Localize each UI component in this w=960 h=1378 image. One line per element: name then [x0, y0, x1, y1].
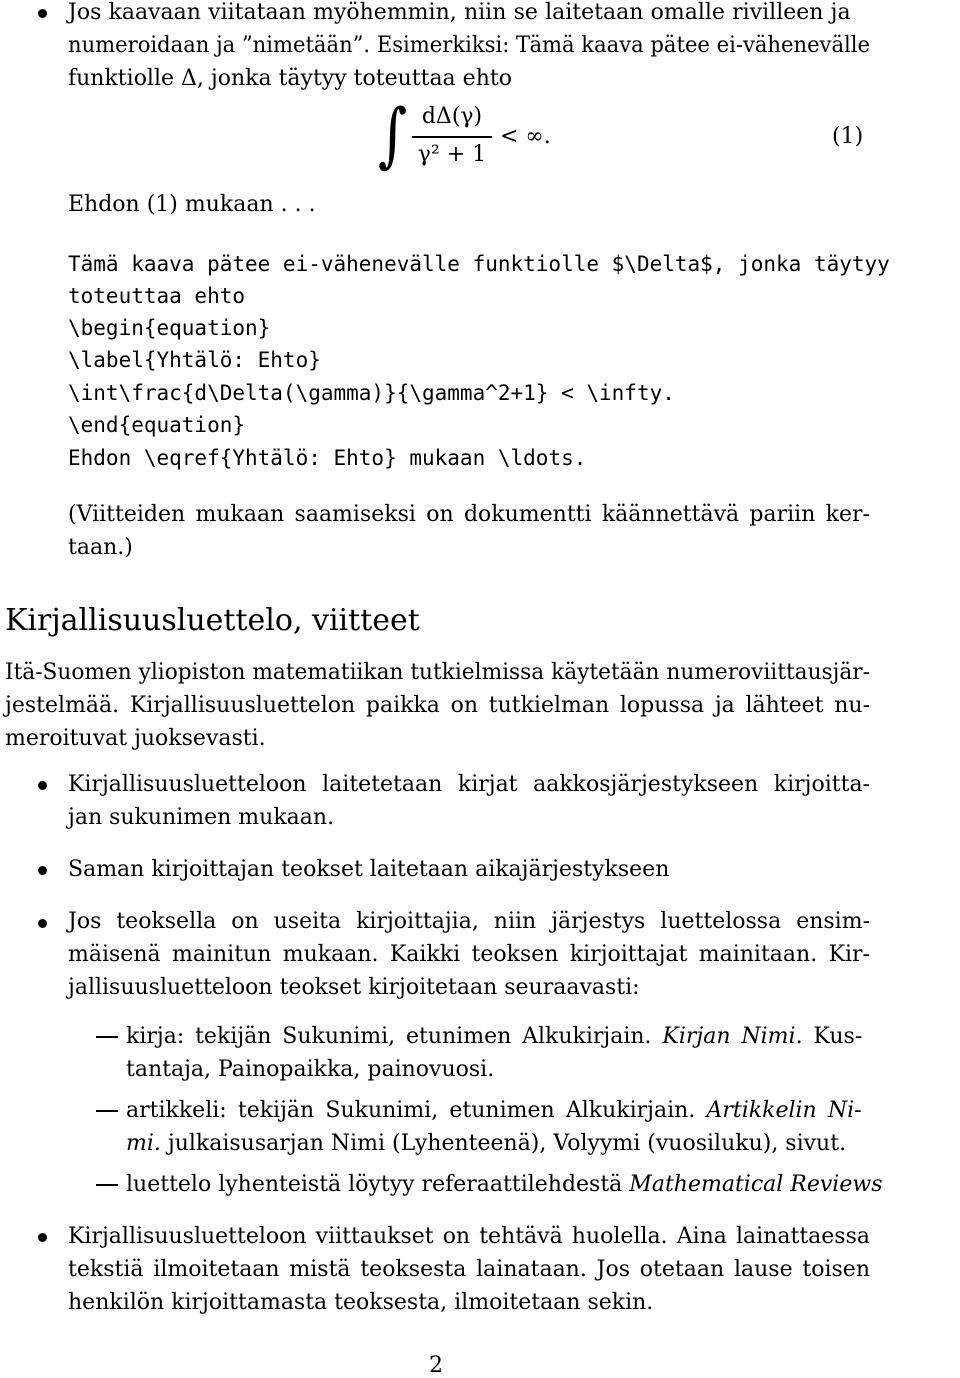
subitem-kirja-line-1	[126, 1020, 862, 1053]
bullet-1-line-2: jan sukunimen mukaan.	[68, 805, 335, 830]
note-line-1: (Viitteiden mukaan saamiseksi on dokumentti käännettävä pariin ker-	[68, 502, 870, 527]
equation-number: (1)	[832, 124, 864, 149]
bullet-3-line-3: jallisuusluetteloon teokset kirjoitetaan seuraavasti:	[68, 975, 640, 1000]
bullet-2-line-1: Saman kirjoittajan teokset laitetaan aikajärjestykseen	[68, 857, 670, 882]
bullet-point	[38, 9, 47, 18]
integral-sign: ∫	[378, 94, 408, 176]
code-line: Tämä kaava pätee ei-vähenevälle funktiolle $\Delta$, jonka täytyy	[68, 252, 890, 276]
code-line: toteuttaa ehto	[68, 284, 246, 308]
subitem-artikkeli-title-end: mi.	[126, 1131, 161, 1156]
bullet-4-line-2: tekstiä ilmoitetaan mistä teoksesta lainataan. Jos otetaan lause toisen	[68, 1257, 870, 1282]
code-line: \int\frac{d\Delta(\gamma)}{\gamma^2+1} < \infty.	[68, 381, 675, 405]
subitem-kirja-text: kirja: tekijän Sukunimi, etunimen Alkukirjain.	[126, 1024, 663, 1049]
subitem-kirja-line-2: tantaja, Painopaikka, painovuosi.	[126, 1057, 495, 1082]
equation-denominator: γ² + 1	[417, 142, 487, 167]
bullet-4-line-1: Kirjallisuusluetteloon viittaukset on tehtävä huolella. Aina lainattaessa	[68, 1224, 870, 1249]
bullet-point	[38, 1233, 47, 1242]
subitem-kirja-title: Kirjan Nimi	[662, 1024, 796, 1049]
subitem-luettelo-journal: Mathematical Reviews	[629, 1172, 883, 1197]
subitem-luettelo-text: luettelo lyhenteistä löytyy referaattilehdestä	[126, 1172, 630, 1197]
fraction-bar	[412, 136, 492, 138]
ehdon-text: Ehdon (1) mukaan . . .	[68, 192, 316, 217]
subitem-artikkeli-line-1	[126, 1094, 862, 1127]
intro-text-line-2: numeroidaan ja ”nimetään”. Esimerkiksi: Tämä kaava pätee ei-vähenevälle	[68, 33, 870, 58]
bullet-3-line-2: mäisenä mainitun mukaan. Kaikki teoksen kirjoittajat mainitaan. Kir-	[68, 942, 870, 967]
note-line-2: taan.)	[68, 535, 133, 560]
bullet-point	[38, 866, 47, 875]
dash-marker	[96, 1036, 118, 1038]
intro-text-line-1: Jos kaavaan viitataan myöhemmin, niin se laitetaan omalle rivilleen ja	[68, 0, 851, 25]
equation-relation: < ∞.	[500, 124, 551, 149]
equation-numerator: dΔ(γ)	[421, 104, 483, 129]
bullet-1-line-1: Kirjallisuusluetteloon laitetetaan kirjat aakkosjärjestykseen kirjoitta-	[68, 772, 870, 797]
intro-text-line-3: funktiolle Δ, jonka täytyy toteuttaa ehto	[68, 66, 512, 91]
bullet-4-line-3: henkilön kirjoittamasta teoksesta, ilmoitetaan sekin.	[68, 1290, 654, 1315]
page-number: 2	[429, 1353, 443, 1378]
code-line: \begin{equation}	[68, 316, 271, 340]
section-heading: Kirjallisuusluettelo, viitteet	[5, 603, 420, 638]
subitem-artikkeli-text-end: julkaisusarjan Nimi (Lyhenteenä), Volyymi (vuosiluku), sivut.	[160, 1131, 847, 1156]
dash-marker	[96, 1184, 118, 1186]
bullet-point	[38, 781, 47, 790]
code-line: \end{equation}	[68, 413, 246, 437]
subitem-artikkeli-text: artikkeli: tekijän Sukunimi, etunimen Alkukirjain.	[126, 1098, 707, 1123]
section-para-line-1: Itä-Suomen yliopiston matematiikan tutkielmissa käytetään numeroviittausjär-	[5, 660, 870, 685]
section-para-line-2: jestelmää. Kirjallisuusluettelon paikka on tutkielman lopussa ja lähteet nu-	[5, 693, 870, 718]
code-line: Ehdon \eqref{Yhtälö: Ehto} mukaan \ldots.	[68, 446, 587, 470]
subitem-luettelo-line	[126, 1168, 882, 1201]
subitem-artikkeli-line-2	[126, 1127, 846, 1160]
code-line: \label{Yhtälö: Ehto}	[68, 348, 321, 372]
bullet-point	[38, 919, 47, 928]
dash-marker	[96, 1110, 118, 1112]
subitem-artikkeli-title: Artikkelin Ni-	[706, 1098, 862, 1123]
section-para-line-3: meroituvat juoksevasti.	[5, 726, 266, 751]
subitem-kirja-text-end: . Kus-	[795, 1024, 863, 1049]
bullet-3-line-1: Jos teoksella on useita kirjoittajia, niin järjestys luettelossa ensim-	[68, 909, 870, 934]
